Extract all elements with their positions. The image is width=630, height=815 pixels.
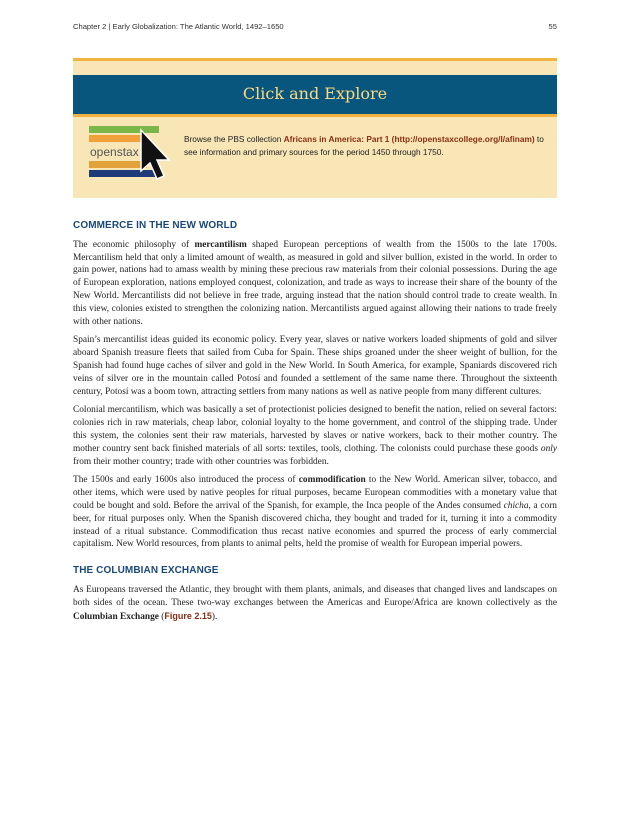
click-and-explore-box [73, 58, 557, 198]
text-run: The 1500s and early 1600s also introduced the process of [73, 475, 299, 486]
figure-2-15-link[interactable]: Figure 2.15 [164, 610, 212, 621]
box-top-rule [73, 58, 557, 61]
box-description [184, 133, 544, 158]
paragraph-columbian-exchange [73, 584, 557, 623]
box-text-outro: to see information and primary sources for the period 1450 through 1750. [184, 134, 544, 157]
text-run: to the New World. American silver, tobacco, and other items, which were used by native peoples for ritual purposes, became European commodities with a monetary value that could be bought and sold. Before the arrival of the Spanish, for example, the Inca people of the Andes consumed [73, 475, 557, 511]
logo-green-stripe [89, 126, 159, 133]
section-heading-commerce: COMMERCE IN THE NEW WORLD [73, 220, 238, 231]
emphasis-only: only [540, 443, 557, 454]
chapter-title: Chapter 2 | Early Globalization: The Atlantic World, 1492–1650 [73, 22, 284, 31]
page-number: 55 [548, 22, 557, 31]
text-run: from their mother country; trade with other countries was forbidden. [73, 456, 329, 467]
emphasis-chicha: chicha [503, 500, 529, 511]
main-content [73, 220, 557, 629]
openstax-cursor-icon [89, 126, 179, 184]
running-header [73, 22, 557, 31]
logo-gold-stripe [89, 161, 147, 168]
text-run: Colonial mercantilism, which was basically a set of protectionist policies designed to benefit the nation, relied on several factors: colonies rich in raw materials, cheap labor, colonial loyalty to the home government, and control of the shipping trade. Under this system, the colonies sent their raw materials, harvested by slaves or native workers, back to their mother country. The mother country sent back finished materials of all sorts: textiles, tools, clothing. The colonists could purchase these goods [73, 405, 557, 454]
text-run: shaped European perceptions of wealth from the 1500s to the late 1700s. Mercantilism held that only a limited amount of wealth, as measured in gold and silver bullion, existed in the world. In order to gain power, nations had to amass wealth by mining these precious raw materials from their colonial possessions. During the age of European exploration, nations employed conquest, colonization, and trade as ways to increase their share of the bounty of the New World. Mercantilists did not believe in free trade, arguing instead that the nation should control trade to create wealth. In this view, colonies existed to strengthen the colonizing nation. Mercantilists argued against allowing their nations to trade freely with other nations. [73, 239, 557, 327]
paragraph-colonial-mercantilism [73, 404, 557, 468]
paragraph-spain: Spain’s mercantilist ideas guided its economic policy. Every year, slaves or native workers loaded shipments of gold and silver aboard Spanish treasure fleets that sailed from Cuba for Spain. These ships groaned under the sheer weight of bullion, for the Spanish had found huge caches of silver and gold in the New World. In South America, for example, Spaniards discovered rich veins of silver ore in the mountain called Potosí and founded a settlement of the same name there. Throughout the sixteenth century, Potosí was a boom town, attracting settlers from many nations as well as native people from many different cultures. [73, 335, 557, 397]
text-run: , a corn beer, for ritual purposes only. When the Spanish discovered chicha, they bought and traded for it, turning it into a commodity instead of a ritual substance. Commodification thus recast native economies and spurred the process of early commercial capitalism. New World resources, from plants to animal pelts, held the promise of wealth for European imperial powers. [73, 500, 557, 550]
text-run: ). [211, 611, 218, 622]
logo-navy-stripe [89, 170, 159, 177]
box-title-rule [73, 114, 557, 117]
box-title: Click and Explore [242, 84, 388, 103]
key-term-columbian-exchange: Columbian Exchange [73, 611, 159, 622]
box-text-intro: Browse the PBS collection [184, 134, 284, 144]
key-term-commodification: commodification [298, 475, 366, 486]
pbs-collection-link[interactable]: Africans in America: Part 1 (http://openstaxcollege.org/l/afinam) [283, 134, 535, 144]
text-run: As Europeans traversed the Atlantic, they brought with them plants, animals, and diseases that changed lives and landscapes on both sides of the ocean. These two-way exchanges between the Americas and Europe/Africa are known collectively as the [73, 584, 557, 608]
text-run: The economic philosophy of [73, 239, 195, 250]
text-run: ( [158, 611, 165, 622]
section-heading-columbian-exchange: THE COLUMBIAN EXCHANGE [73, 565, 219, 577]
paragraph-mercantilism [73, 239, 557, 329]
key-term-mercantilism: mercantilism [194, 239, 247, 250]
paragraph-commodification [73, 474, 557, 551]
logo-wordmark: openstax [90, 145, 139, 159]
logo-orange-stripe [89, 135, 147, 142]
